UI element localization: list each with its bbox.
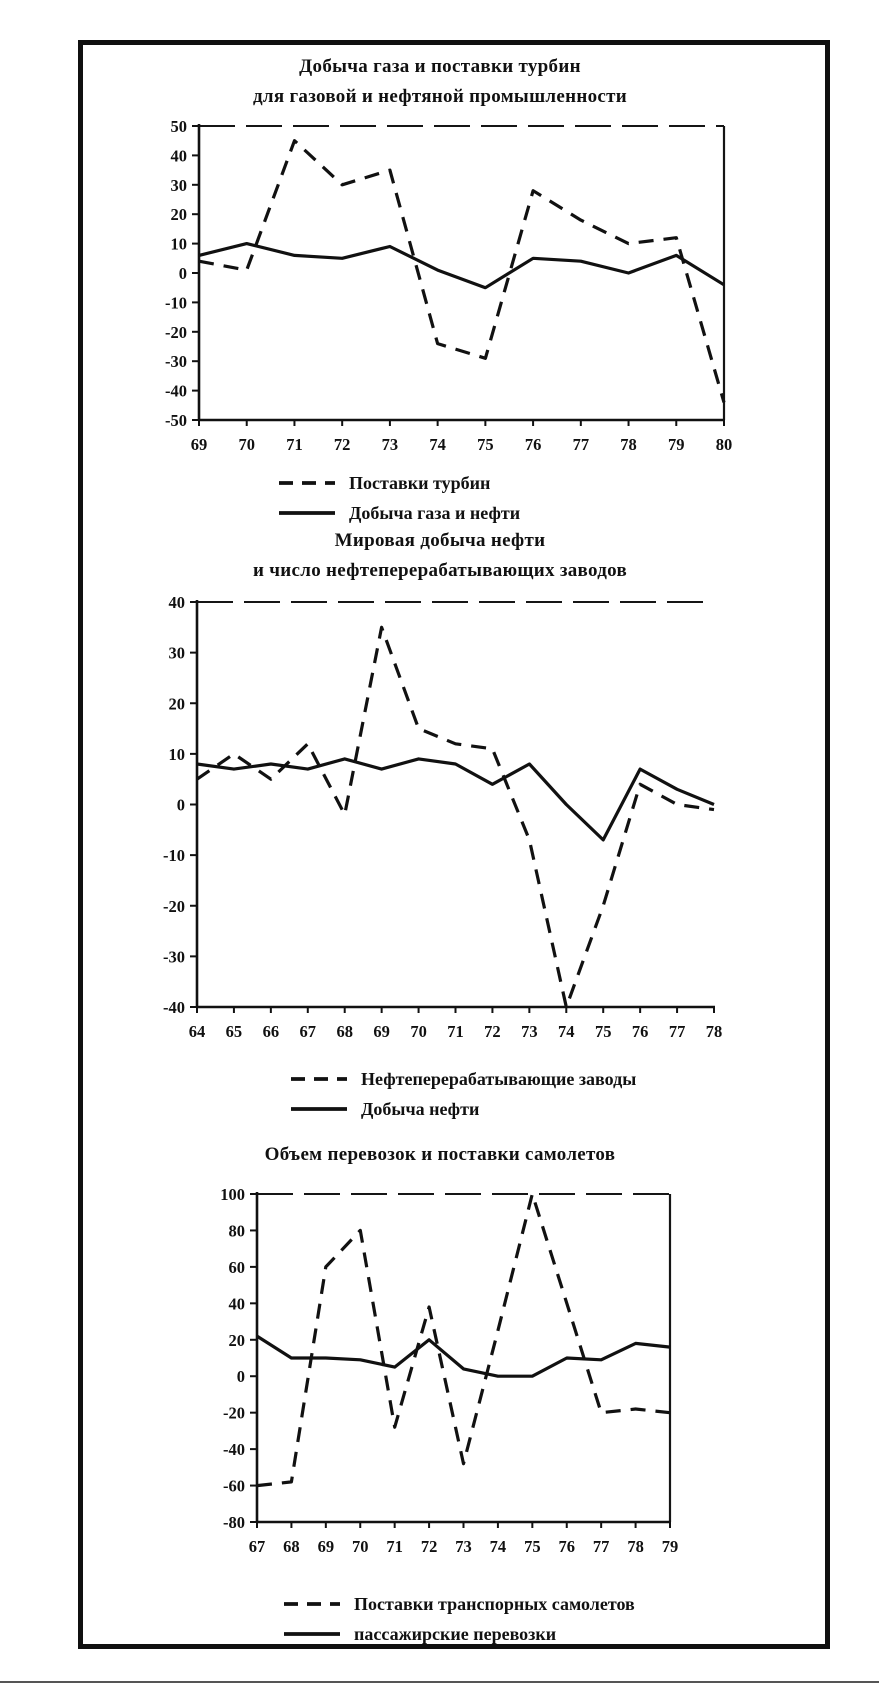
svg-text:-80: -80 bbox=[223, 1513, 245, 1532]
legend-item bbox=[290, 1094, 830, 1124]
svg-text:79: 79 bbox=[668, 435, 685, 454]
svg-text:76: 76 bbox=[631, 1022, 649, 1041]
legend-label: Нефтеперерабатывающие заводы bbox=[361, 1068, 637, 1089]
chart-legend bbox=[283, 1589, 830, 1649]
chart-title-line: Мировая добыча нефти bbox=[334, 530, 546, 551]
svg-text:77: 77 bbox=[668, 1022, 686, 1041]
svg-text:0: 0 bbox=[236, 1367, 245, 1387]
svg-text:40: 40 bbox=[228, 1294, 245, 1314]
svg-text:71: 71 bbox=[447, 1022, 464, 1041]
legend-item bbox=[278, 498, 830, 528]
chart-title-line: для газовой и нефтяной промышленности bbox=[252, 86, 628, 107]
legend-label: Добыча нефти bbox=[361, 1098, 480, 1119]
svg-text:76: 76 bbox=[558, 1537, 575, 1556]
svg-text:69: 69 bbox=[190, 435, 208, 454]
svg-text:-60: -60 bbox=[223, 1476, 245, 1496]
svg-text:40: 40 bbox=[168, 593, 185, 612]
chart-title-line: Добыча газа и поставки турбин bbox=[299, 56, 581, 77]
svg-text:65: 65 bbox=[225, 1022, 243, 1041]
svg-text:77: 77 bbox=[572, 435, 590, 454]
svg-text:74: 74 bbox=[558, 1022, 575, 1041]
svg-text:60: 60 bbox=[228, 1257, 245, 1277]
svg-text:80: 80 bbox=[715, 435, 733, 454]
solid-line-sample bbox=[278, 508, 336, 518]
svg-text:-30: -30 bbox=[163, 947, 185, 967]
legend-label: пассажирские перевозки bbox=[354, 1623, 557, 1644]
svg-text:0: 0 bbox=[178, 264, 187, 283]
svg-text:10: 10 bbox=[168, 744, 185, 764]
svg-text:69: 69 bbox=[373, 1022, 390, 1041]
svg-text:67: 67 bbox=[299, 1022, 317, 1041]
dashed-line-sample bbox=[290, 1074, 348, 1084]
svg-text:73: 73 bbox=[521, 1022, 538, 1041]
svg-text:78: 78 bbox=[705, 1022, 723, 1041]
svg-text:70: 70 bbox=[410, 1022, 427, 1041]
svg-text:-20: -20 bbox=[165, 322, 187, 342]
svg-text:40: 40 bbox=[170, 146, 187, 166]
svg-text:73: 73 bbox=[455, 1537, 472, 1556]
svg-text:20: 20 bbox=[170, 205, 187, 225]
svg-text:20: 20 bbox=[168, 694, 185, 714]
svg-text:75: 75 bbox=[477, 435, 494, 454]
svg-text:10: 10 bbox=[170, 234, 187, 254]
svg-text:71: 71 bbox=[286, 435, 303, 454]
svg-text:73: 73 bbox=[381, 435, 399, 454]
svg-text:77: 77 bbox=[592, 1537, 610, 1556]
svg-text:-10: -10 bbox=[165, 293, 187, 313]
chart-title-line: Объем перевозок и поставки самолетов bbox=[264, 1144, 616, 1165]
svg-text:-40: -40 bbox=[223, 1440, 245, 1460]
dashed-line-sample bbox=[278, 478, 336, 488]
legend-item bbox=[290, 1064, 830, 1094]
svg-text:68: 68 bbox=[283, 1537, 300, 1556]
svg-text:30: 30 bbox=[170, 175, 187, 195]
chart-title-line: и число нефтеперерабатывающих заводов bbox=[252, 560, 628, 581]
svg-text:-50: -50 bbox=[165, 411, 187, 430]
svg-text:20: 20 bbox=[228, 1330, 245, 1350]
svg-text:72: 72 bbox=[333, 435, 351, 454]
svg-text:78: 78 bbox=[627, 1537, 644, 1556]
svg-text:72: 72 bbox=[484, 1022, 501, 1041]
svg-text:76: 76 bbox=[524, 435, 542, 454]
svg-text:66: 66 bbox=[262, 1022, 280, 1041]
svg-text:71: 71 bbox=[386, 1537, 403, 1556]
legend-label: Добыча газа и нефти bbox=[349, 502, 521, 523]
svg-text:50: 50 bbox=[170, 117, 187, 136]
svg-text:79: 79 bbox=[661, 1537, 679, 1556]
line-chart-canvas bbox=[132, 588, 772, 1060]
svg-text:68: 68 bbox=[336, 1022, 353, 1041]
line-chart-canvas bbox=[192, 1180, 732, 1565]
svg-text:75: 75 bbox=[524, 1537, 541, 1556]
svg-text:0: 0 bbox=[176, 795, 185, 815]
chart-figure-gas-turbines bbox=[78, 52, 830, 528]
solid-line-sample bbox=[290, 1104, 348, 1114]
chart-legend bbox=[278, 468, 830, 528]
svg-text:67: 67 bbox=[248, 1537, 266, 1556]
svg-text:75: 75 bbox=[594, 1022, 612, 1041]
svg-text:-40: -40 bbox=[163, 998, 185, 1017]
svg-text:80: 80 bbox=[228, 1221, 245, 1241]
legend-item bbox=[278, 468, 830, 498]
svg-text:78: 78 bbox=[620, 435, 637, 454]
svg-text:64: 64 bbox=[188, 1022, 206, 1041]
solid-line-sample bbox=[283, 1629, 341, 1639]
chart-figure-oil-refineries bbox=[78, 526, 830, 1124]
legend-label: Поставки турбин bbox=[349, 472, 491, 493]
svg-text:70: 70 bbox=[352, 1537, 369, 1556]
svg-text:-30: -30 bbox=[165, 352, 187, 372]
chart-figure-aircraft-transport bbox=[78, 1140, 830, 1649]
legend-item bbox=[283, 1589, 830, 1619]
chart-legend bbox=[290, 1064, 830, 1124]
svg-text:-20: -20 bbox=[223, 1403, 245, 1423]
svg-text:69: 69 bbox=[317, 1537, 335, 1556]
dashed-line-sample bbox=[283, 1599, 341, 1609]
svg-text:70: 70 bbox=[238, 435, 255, 454]
line-chart-canvas bbox=[132, 112, 772, 464]
svg-text:74: 74 bbox=[429, 435, 446, 454]
legend-item bbox=[283, 1619, 830, 1649]
legend-label: Поставки транспорных самолетов bbox=[354, 1593, 635, 1614]
svg-text:100: 100 bbox=[220, 1185, 245, 1204]
svg-text:72: 72 bbox=[420, 1537, 438, 1556]
svg-text:-10: -10 bbox=[163, 846, 185, 866]
svg-text:74: 74 bbox=[489, 1537, 507, 1556]
svg-text:-40: -40 bbox=[165, 381, 187, 401]
scan-edge-artifact bbox=[0, 1681, 879, 1683]
svg-text:-20: -20 bbox=[163, 896, 185, 916]
svg-text:30: 30 bbox=[168, 643, 185, 663]
